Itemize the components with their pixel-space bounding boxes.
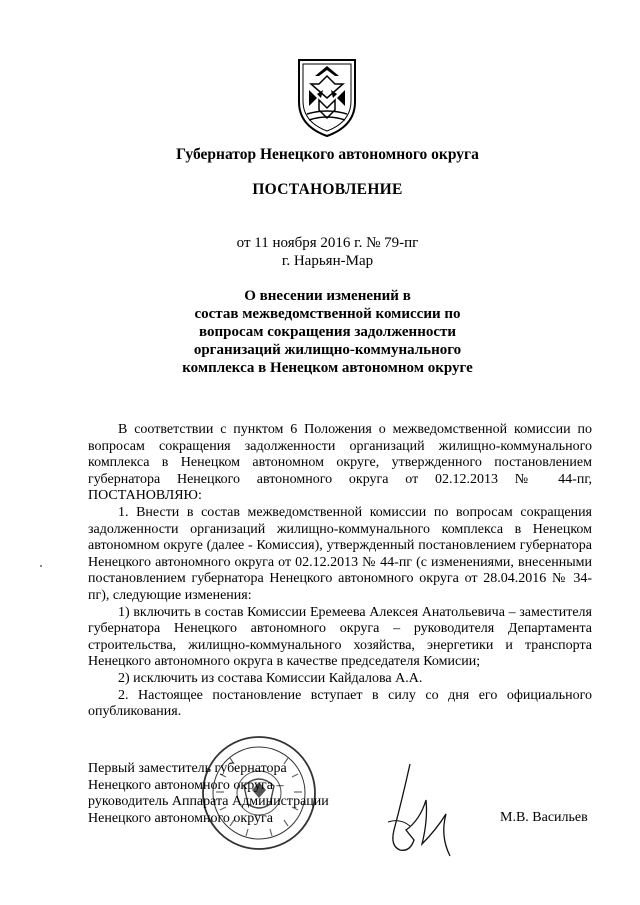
subject-line: организаций жилищно-коммунального [193,342,462,358]
document-type-title: ПОСТАНОВЛЕНИЕ [252,181,403,198]
date-number-line: от 11 ноября 2016 г. № 79-пг [236,235,419,251]
body-paragraph: 2. Настоящее постановление вступает в силу со дня его официального опубликования. [88,687,592,720]
place-line: г. Нарьян-Мар [281,253,374,269]
document-meta [60,234,595,270]
subject-line: О внесении изменений в [244,288,411,304]
body-paragraph: 2) исключить из состава Комиссии Кайдалова А.А. [118,670,423,686]
issuer-title: Губернатор Ненецкого автономного округа [176,146,479,163]
position-line: Ненецкого автономного округа [88,810,273,826]
document-subject [60,287,595,377]
position-line: Первый заместитель губернатора [88,761,287,776]
subject-line: состав межведомственной комиссии по [194,306,461,322]
scan-speck [40,565,42,567]
position-line: руководитель Аппарата Администрации [88,794,329,810]
signatory-name: М.В. Васильев [500,810,588,825]
body-paragraph: В соответствии с пунктом 6 Положения о межведомственной комиссии по вопросам сокращения задолженности организаций жилищно-коммунального комплекса в Ненецком автономном округе, утвержденного постановлением губернатора Ненецкого автономного округа от 02.12.2013 № 44-пг, ПОСТАНОВЛЯЮ: [88,422,592,504]
subject-line: вопросам сокращения задолженности [198,324,457,340]
handwritten-signature [380,760,460,860]
position-line: Ненецкого автономного округа – [88,777,284,793]
document-body [88,422,592,721]
body-paragraph: 1) включить в состав Комиссии Еремеева Алексея Анатольевича – заместителя губернатора Ненецкого автономного округа – руководителя Департамента строительства, жилищно-коммунального хозяйства, энергетики и транспорта Ненецкого автономного округа в качестве председателя Комисии; [88,604,592,670]
subject-line: комплекса в Ненецком автономном округе [182,360,473,376]
body-paragraph: 1. Внести в состав межведомственной комиссии по вопросам сокращения задолженности организаций жилищно-коммунального комплекса в Ненецком автономном округе (далее - Комиссия), утвержденный постановлением губернатора Ненецкого автономного округа от 02.12.2013 № 44-пг (с изменениями, внесенными постановлением губернатора Ненецкого автономного округа от 28.04.2016 № 34-пг), следующие изменения: [88,504,592,603]
signatory-position [88,761,388,827]
coat-of-arms-emblem [295,54,359,138]
